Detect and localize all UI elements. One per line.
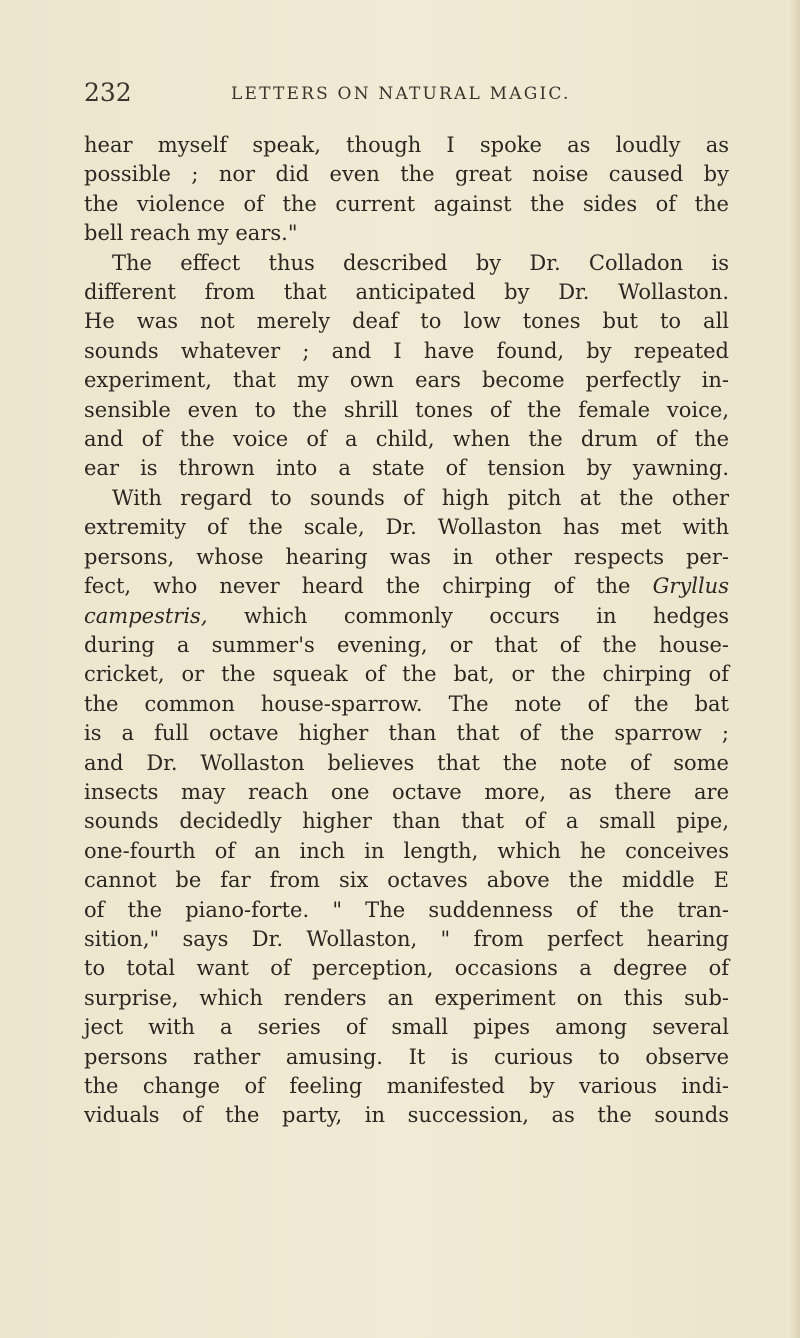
text-line: different from that anticipated by Dr. Wollaston. (84, 280, 729, 305)
text-line: insects may reach one octave more, as there are (84, 779, 729, 804)
text-line: surprise, which renders an experiment on this sub- (84, 985, 729, 1010)
text-line: to total want of perception, occasions a degree of (84, 956, 729, 981)
text-line: one-fourth of an inch in length, which he conceives (84, 838, 729, 863)
text-line: cricket, or the squeak of the bat, or the chirping of (84, 662, 729, 687)
text-line: sensible even to the shrill tones of the female voice, (84, 397, 729, 422)
text-segment: fect, who never heard the chirping of the (84, 574, 631, 599)
text-line: of the piano-forte. " The suddenness of the tran- (84, 897, 729, 922)
text-line: cannot be far from six octaves above the middle E (84, 868, 729, 893)
text-line: He was not merely deaf to low tones but to all (84, 309, 729, 334)
text-line: ear is thrown into a state of tension by yawning. (84, 456, 729, 481)
text-line-with-italic (84, 602, 729, 631)
text-line: ject with a series of small pipes among several (84, 1015, 729, 1040)
text-line: The effect thus described by Dr. Colladon is (112, 250, 729, 275)
text-line: viduals of the party, in succession, as the sounds (84, 1103, 729, 1128)
text-line: the violence of the current against the sides of the (84, 191, 729, 216)
text-segment: which commonly occurs in hedges (243, 603, 729, 628)
text-line: the change of feeling manifested by various indi- (84, 1074, 729, 1098)
text-line: is a full octave higher than that of the sparrow ; (84, 721, 729, 746)
text-line: bell reach my ears." (84, 221, 298, 246)
text-line: With regard to sounds of high pitch at the other (112, 485, 729, 510)
page-number: 232 (84, 78, 132, 107)
text-line: possible ; nor did even the great noise caused by (84, 162, 729, 187)
text-line: the common house-sparrow. The note of the bat (84, 691, 729, 716)
italic-term: campestris, (84, 603, 208, 628)
body-text (84, 131, 729, 1131)
text-line: experiment, that my own ears become perfectly in- (84, 368, 729, 393)
text-line: persons rather amusing. It is curious to observe (84, 1044, 729, 1069)
text-line: hear myself speak, though I spoke as loudly as (84, 133, 729, 157)
running-head-title: LETTERS ON NATURAL MAGIC. (231, 84, 571, 104)
text-line: sounds decidedly higher than that of a small pipe, (84, 809, 729, 834)
text-line-with-italic (84, 572, 729, 601)
running-head (84, 78, 644, 118)
text-line: and Dr. Wollaston believes that the note of some (84, 750, 729, 775)
text-line: sition," says Dr. Wollaston, " from perfect hearing (84, 926, 729, 951)
text-line: extremity of the scale, Dr. Wollaston has met with (84, 515, 729, 540)
text-line: sounds whatever ; and I have found, by repeated (84, 338, 729, 363)
text-line: and of the voice of a child, when the drum of the (84, 427, 729, 452)
page-edge-shadow (786, 0, 800, 1338)
text-line: persons, whose hearing was in other respects per- (84, 544, 729, 569)
text-line: during a summer's evening, or that of the house- (84, 632, 729, 657)
italic-term: Gryllus (652, 574, 729, 599)
